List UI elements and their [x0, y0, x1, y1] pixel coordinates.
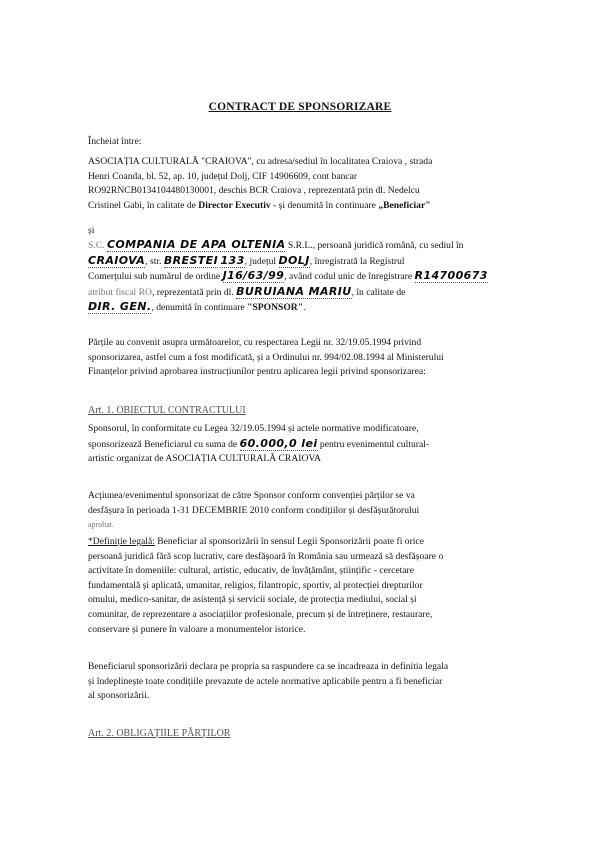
event-paragraph — [88, 489, 564, 533]
definition-l1-rest: Beneficiar al sponsorizării în sensul Legii Sponsorizării poate fi orice — [154, 536, 424, 547]
sponsor-prefix: S.C. — [88, 240, 105, 251]
sponsor-paragraph — [88, 238, 564, 316]
definition-line-3: activitate în domeniile: cultural, artistic, educativ, de învățământ, științific - cercetare — [88, 565, 414, 577]
sponsor-designation: "SPONSOR" — [247, 302, 304, 314]
intro-text — [88, 135, 564, 150]
article-1-l2a: sponsorizează Beneficiarul cu suma de — [88, 438, 240, 450]
sponsor-l3b: , având codul unic de înregistrare — [284, 271, 413, 283]
sponsor-reg-number-handwritten: J16/63/99 — [222, 269, 285, 283]
sponsor-l3a: Comerțului sub numărul de ordine — [88, 271, 221, 283]
sponsor-line-4 — [88, 285, 564, 301]
sponsor-cui-handwritten: R14700673 — [414, 269, 488, 283]
article-1-paragraph — [88, 422, 564, 467]
event-line-1: Acțiunea/evenimentul sponsorizat de către Sponsor conform convenției părților se va — [88, 490, 415, 501]
sponsor-line-1 — [88, 238, 564, 254]
article-1-line-1: Sponsorul, în conformitate cu Legea 32/19.05.1994 și actele normative modificatoare, — [88, 423, 419, 434]
sponsor-l1-rest: , persoană juridică română, cu sediul în — [312, 240, 464, 251]
definition-label: *Definiție legală: — [88, 536, 155, 547]
sponsor-l4a: atribut fiscal RO — [88, 286, 152, 298]
sponsor-county-label: , județul — [244, 255, 277, 267]
definition-line-5: omului, medico-sanitar, de asistență și servicii sociale, de protecția mediului, social și — [88, 594, 417, 606]
definition-line-2: persoană juridică fără scop lucrativ, care desfășoară în România sau urmează să desfășoare o — [88, 550, 444, 562]
sponsor-number-handwritten: 133 — [220, 253, 245, 267]
definition-line-4: fundamentală și aplicată, umanitar, religios, filantropic, sportiv, al protecției drepturilor — [88, 579, 423, 591]
sponsorship-amount-handwritten: 60.000,0 lei — [239, 436, 318, 450]
declaration-paragraph — [88, 660, 564, 704]
definition-paragraph — [88, 535, 564, 637]
sponsor-company-handwritten: COMPANIA DE APA OLTENIA — [106, 238, 286, 251]
event-line-3: aprobat. — [88, 520, 114, 530]
declaration-line-3: al sponsorizării. — [88, 690, 150, 702]
sponsor-city-handwritten: CRAIOVA — [88, 253, 146, 267]
article-1-line-2 — [88, 437, 564, 453]
beneficiary-designation: „Beneficiar" — [378, 199, 431, 211]
definition-line-6: comunitar, de reprezentare a asociațiilor profesionale, precum și de întreținere, restaurare, — [88, 608, 433, 620]
beneficiary-role: Director Executiv — [198, 199, 271, 211]
sponsor-srl: S.R.L. — [287, 240, 313, 251]
sponsor-street-handwritten: BRESTEI — [163, 253, 219, 267]
document-title: CONTRACT DE SPONSORIZARE — [208, 101, 392, 113]
agreement-paragraph — [88, 336, 564, 380]
intro-line: Încheiat între: — [88, 136, 142, 147]
declaration-line-2: și îndeplinește toate condițiile prevazute de actele normative aplicabile pentru a fi beneficiar — [88, 675, 443, 687]
sponsor-l5a: , denumită în continuare — [151, 302, 248, 314]
sponsor-l5b: . — [303, 302, 306, 314]
sponsor-county-handwritten: DOLJ — [278, 253, 310, 267]
sponsor-street-label: , str. — [145, 255, 162, 267]
beneficiary-line-2: Henri Coanda, bl. 52, ap. 10, județul Dolj, CIF 14906609, cont bancar — [88, 170, 358, 182]
sponsor-line-2 — [88, 254, 564, 270]
sponsor-l2-rest: , înregistrată la Registrul — [309, 255, 405, 267]
and-text — [88, 224, 564, 239]
article-1-l2b: pentru evenimentul cultural- — [317, 438, 430, 450]
declaration-line-1: Beneficiarul sponsorizării declara pe propria sa raspundere ca se incadreaza in definitia legala — [88, 661, 449, 672]
sponsor-l4c: , în calitate de — [351, 286, 406, 298]
definition-line-1 — [88, 535, 564, 550]
beneficiary-paragraph — [88, 155, 564, 213]
agreement-line-1: Părțile au convenit asupra următoarelor, cu respectarea Legii nr. 32/19.05.1994 privind — [88, 337, 422, 348]
definition-line-7: conservare și punere în valoare a monumentelor istorice. — [88, 623, 306, 635]
article-1-heading: Art. 1. OBIECTUL CONTRACTULUI — [88, 405, 246, 416]
beneficiary-line-1: ASOCIAȚIA CULTURALĂ "CRAIOVA", cu adresa/sediul în localitatea Craiova , strada — [88, 156, 433, 167]
agreement-line-3: Finanțelor privind aprobarea instrucțiunilor pentru aplicarea legii privind sponsorizarea: — [88, 366, 426, 378]
agreement-line-2: sponsorizarea, astfel cum a fost modificată, și a Ordinului nr. 994/02.08.1994 al Ministerului — [88, 351, 444, 363]
sponsor-l4b: , reprezentată prin dl. — [151, 286, 234, 298]
sponsor-representative-handwritten: BURUIANA MARIU — [236, 284, 352, 298]
sponsor-line-3 — [88, 269, 564, 285]
beneficiary-line-4 — [88, 199, 564, 214]
beneficiary-line-3: RO92RNCB0134104480130001, deschis BCR Craiova , reprezentată prin dl. Nedelcu — [88, 185, 420, 197]
article-2-heading: Art. 2. OBLIGAȚIILE PĂRȚILOR — [88, 728, 231, 739]
article-1-line-3: artistic organizat de ASOCIAȚIA CULTURALĂ CRAIOVA — [88, 453, 321, 465]
beneficiary-l4a: Cristinel Gabi, în calitate de — [88, 199, 199, 211]
event-line-2: desfășura în perioada 1-31 DECEMBRIE 2010 conform condițiilor și desfășurătorului — [88, 504, 420, 516]
sponsor-role-handwritten: DIR. GEN. — [88, 300, 152, 314]
sponsor-line-5 — [88, 300, 564, 316]
and-word: și — [88, 225, 95, 236]
beneficiary-l4b: - și denumită în continuare — [270, 199, 379, 211]
